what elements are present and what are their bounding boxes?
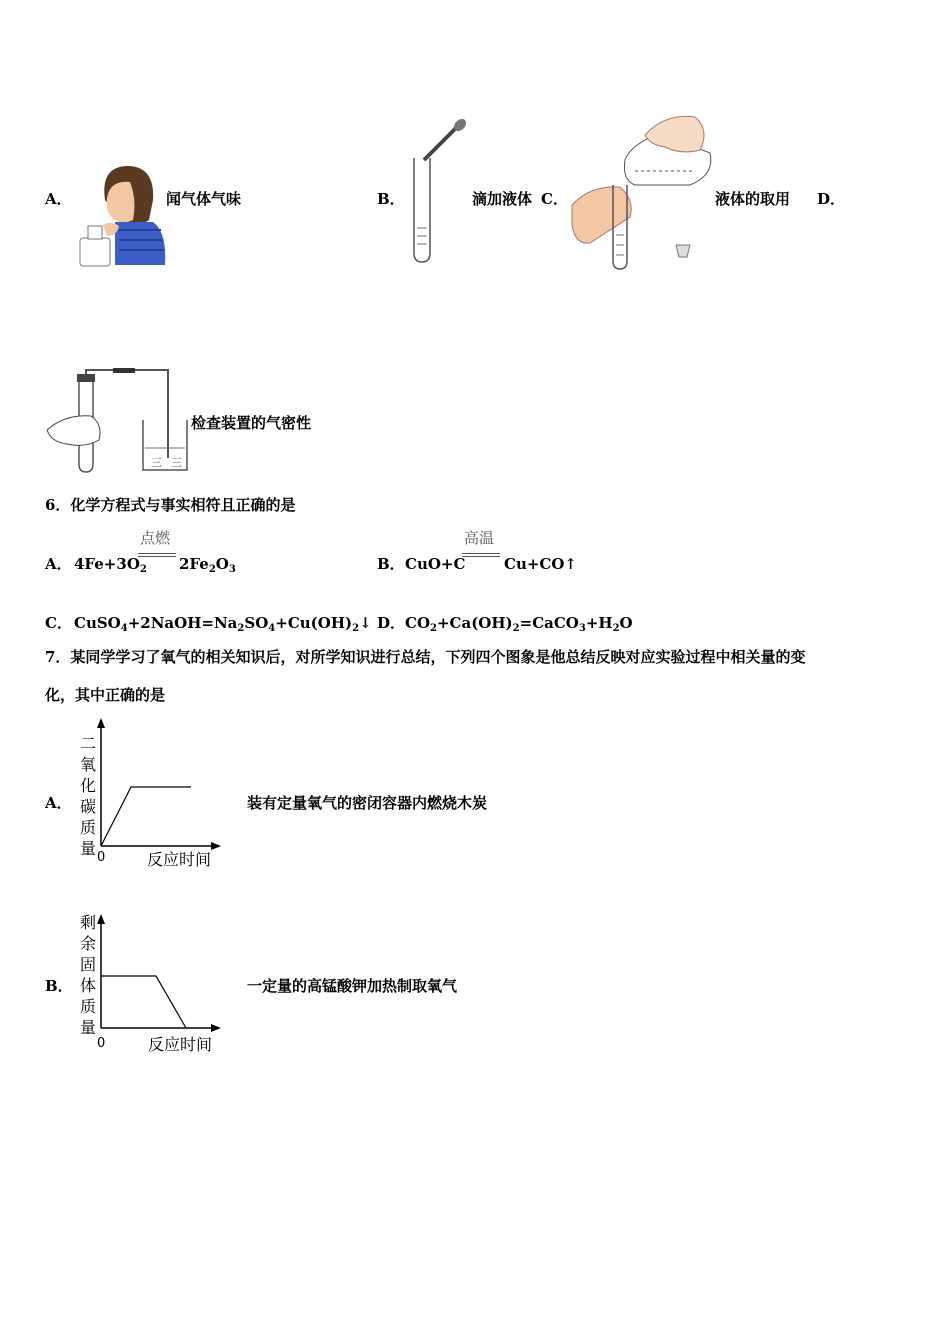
pour-liquid-illustration (570, 105, 715, 275)
origin-label: 0 (97, 1036, 106, 1051)
equals-sign (462, 553, 500, 557)
q6-stem: 6．化学方程式与事实相符且正确的是 (45, 496, 296, 514)
reaction-condition: 高温 (464, 529, 495, 547)
smell-gas-illustration (75, 160, 170, 270)
y-axis-label: 剩余固体质量 (79, 913, 96, 1037)
option-letter: A． (45, 555, 72, 573)
series-line (101, 976, 186, 1028)
equation: $CO_2+Ca(OH)_2=CaCO_3+H_2O$ (405, 614, 633, 634)
option-text: 检查装置的气密性 (191, 414, 312, 432)
equation: $CuSO_4+2NaOH=Na_2SO_4+Cu(OH)_2↓$ (74, 614, 372, 634)
equals-sign (138, 553, 176, 557)
option-letter: B． (45, 977, 73, 995)
series-line (101, 787, 191, 846)
y-axis-arrow (97, 914, 105, 924)
option-letter: B． (377, 555, 405, 573)
dropper-test-tube-illustration (410, 118, 470, 266)
q7-stem-line-1: 7．某同学学习了氧气的相关知识后，对所学知识进行总结，下列四个图象是他总结反映对应实验过程中相关量的变 (45, 648, 806, 666)
reaction-condition: 点燃 (140, 529, 171, 547)
x-axis-arrow (211, 1024, 221, 1032)
x-axis-label: 反应时间 (148, 1035, 213, 1054)
option-text: 滴加液体 (472, 190, 533, 208)
x-axis-arrow (211, 842, 221, 850)
option-letter: C． (45, 614, 72, 632)
option-letter: A． (45, 190, 72, 208)
q7-stem-line-2: 化，其中正确的是 (45, 686, 166, 704)
y-axis-arrow (97, 718, 105, 728)
option-letter: C． (541, 190, 568, 208)
option-text: 液体的取用 (715, 190, 791, 208)
option-letter: D． (817, 190, 846, 208)
y-axis-label: 二氧化碳质量 (79, 734, 96, 858)
option-letter: B． (377, 190, 405, 208)
x-axis-label: 反应时间 (147, 850, 212, 869)
option-text: 闻气体气味 (166, 190, 242, 208)
option-letter: A． (45, 794, 72, 812)
option-letter: D． (377, 614, 406, 632)
remaining-solid-mass-chart (95, 912, 225, 1042)
equation-left: $4Fe+3O_2$ (74, 555, 147, 575)
airtightness-check-illustration (45, 368, 195, 476)
equation-right: Cu+CO↑ (504, 555, 577, 573)
option-text: 装有定量氧气的密闭容器内燃烧木炭 (247, 794, 488, 812)
equation-left: CuO+C (405, 555, 466, 573)
option-text: 一定量的高锰酸钾加热制取氧气 (247, 977, 458, 995)
svg-text:三: 三 (151, 456, 162, 469)
equation-right: $2Fe_2O_3$ (179, 555, 236, 575)
svg-text:三: 三 (171, 456, 182, 469)
origin-label: 0 (97, 850, 106, 865)
